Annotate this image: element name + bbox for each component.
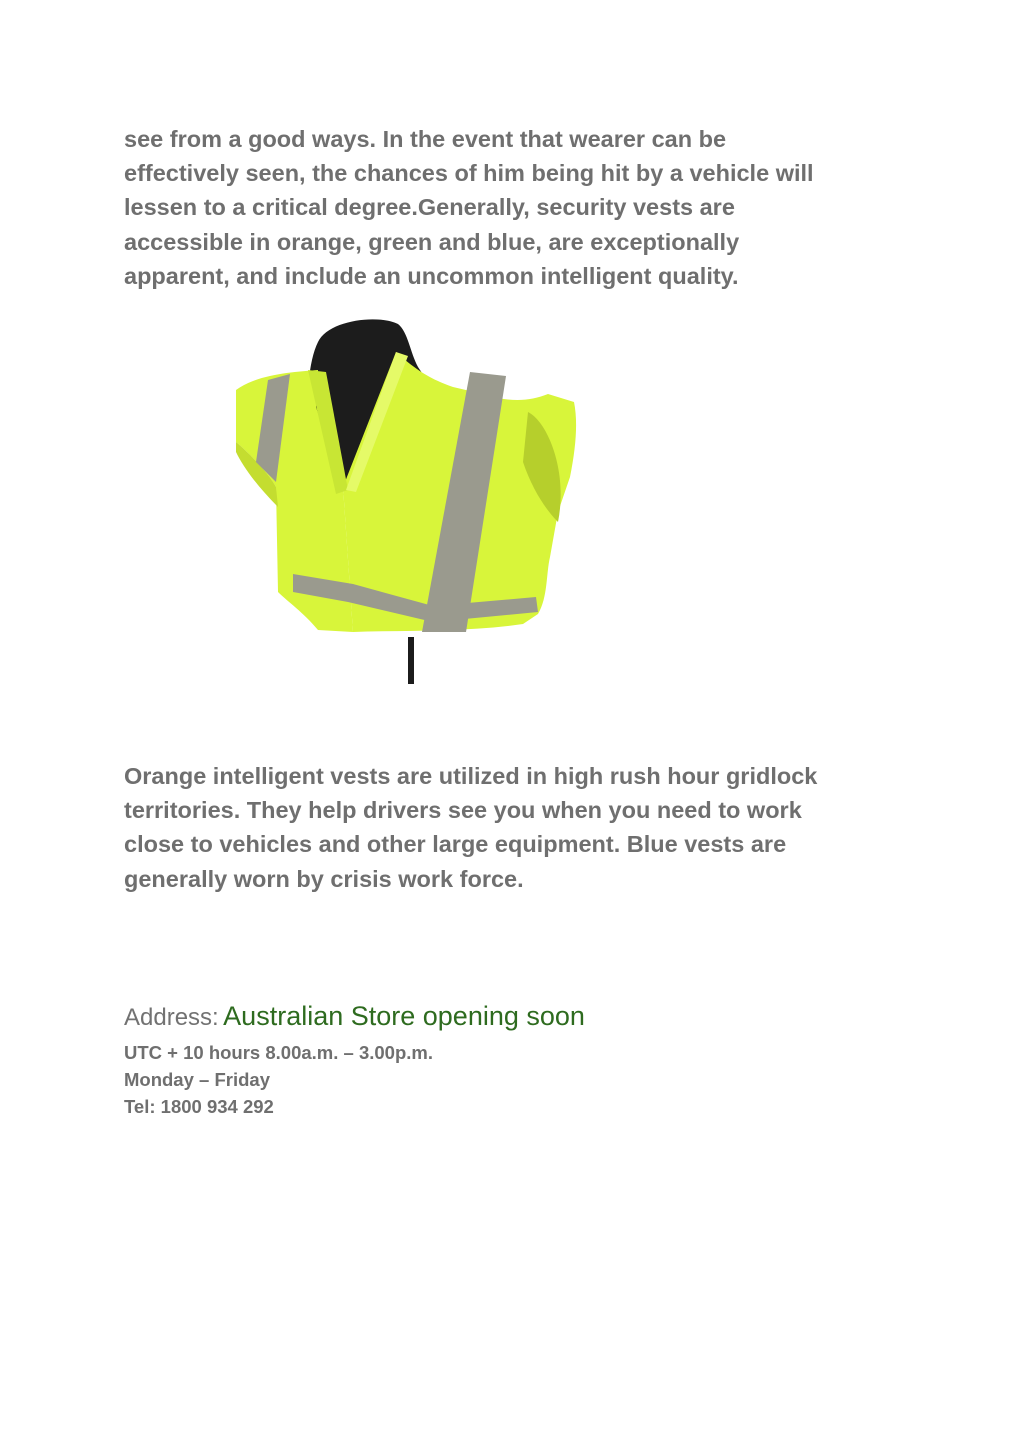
safety-vest-image	[128, 312, 688, 684]
paragraph-line: Orange intelligent vests are utilized in high rush hour gridlock	[124, 763, 818, 789]
intro-paragraph	[124, 122, 904, 293]
paragraph-line: see from a good ways. In the event that wearer can be	[124, 126, 727, 152]
address-heading	[124, 998, 884, 1039]
paragraph-line: apparent, and include an uncommon intelligent quality.	[124, 262, 739, 289]
address-value: Australian Store opening soon	[223, 1001, 585, 1031]
paragraph-line: effectively seen, the chances of him being hit by a vehicle will	[124, 160, 814, 187]
business-days: Monday – Friday	[124, 1069, 270, 1090]
paragraph-line: lessen to a critical degree.Generally, security vests are	[124, 194, 735, 221]
paragraph-line: territories. They help drivers see you when you need to work	[124, 797, 802, 824]
second-paragraph	[124, 759, 904, 896]
telephone: Tel: 1800 934 292	[124, 1096, 274, 1117]
paragraph-line: accessible in orange, green and blue, are exceptionally	[124, 228, 740, 255]
paragraph-line: generally worn by crisis work force.	[124, 865, 524, 892]
business-hours: UTC + 10 hours 8.00a.m. – 3.00p.m.	[124, 1042, 433, 1063]
address-label: Address:	[124, 1004, 219, 1031]
paragraph-line: close to vehicles and other large equipment. Blue vests are	[124, 831, 787, 858]
address-block	[124, 998, 884, 1120]
